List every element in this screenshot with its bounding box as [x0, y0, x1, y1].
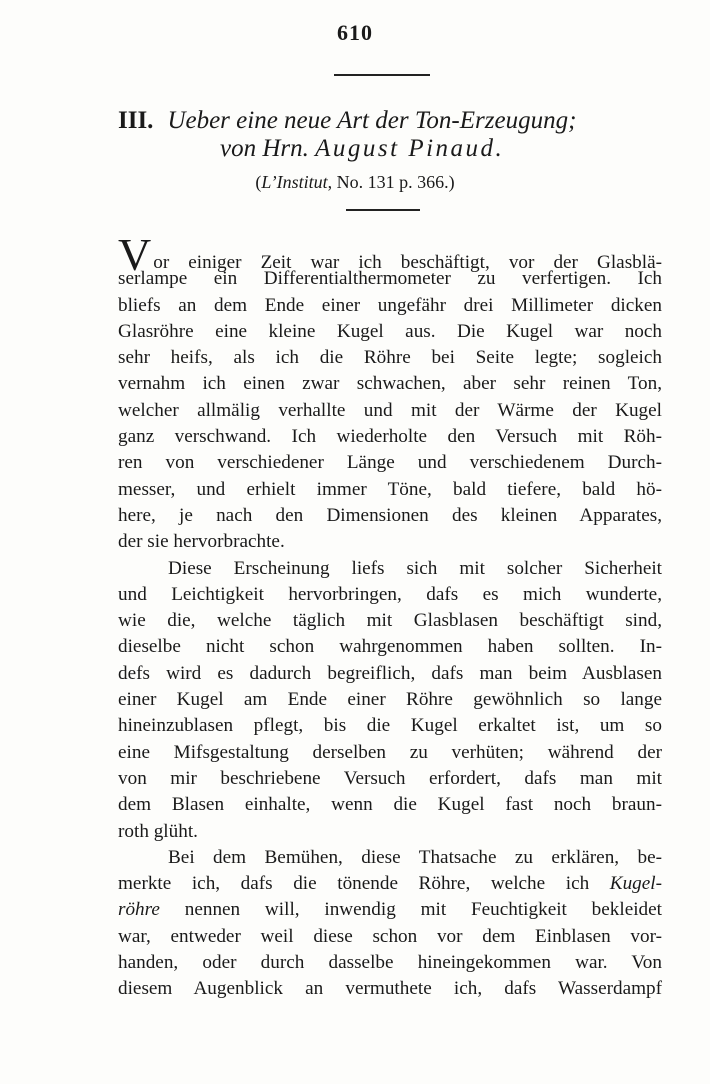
- body-line: handen, oder durch dasselbe hineingekommen war. Von: [118, 952, 662, 974]
- header-rule-bottom: [346, 209, 420, 211]
- body-line: bliefs an dem Ende einer ungefähr drei Millimeter dicken: [118, 294, 662, 316]
- body-line: vernahm ich einen zwar schwachen, aber sehr reinen Ton,: [118, 373, 662, 395]
- body-line: dieselbe nicht schon wahrgenommen haben sollten. In-: [118, 636, 662, 658]
- source-details: , No. 131 p. 366.): [327, 172, 455, 192]
- header-rule-top: [334, 74, 430, 76]
- article-body: [118, 229, 663, 1003]
- body-line: dem Blasen einhalte, wenn die Kugel fast noch braun-: [118, 794, 662, 816]
- source-citation: [0, 172, 710, 193]
- emphasis-term: röhre: [118, 899, 160, 921]
- body-line: defs wird es dadurch begreiflich, dafs man beim Ausblasen: [118, 662, 662, 684]
- article-title-line2: [220, 134, 710, 164]
- body-line: ren von verschiedener Länge und verschiedenem Durch-: [118, 452, 662, 474]
- body-line: eine Mifsgestaltung derselben zu verhüten; während der: [118, 741, 662, 763]
- body-line: merkte ich, dafs die tönende Röhre, welche ich Kugel-: [118, 873, 663, 895]
- body-line: war, entweder weil diese schon vor dem Einblasen vor-: [118, 925, 662, 947]
- author-prefix: von Hrn.: [220, 135, 309, 162]
- body-line: diesem Augenblick an vermuthete ich, dafs Wasserdampf: [118, 978, 662, 1000]
- source-open: (: [255, 172, 262, 192]
- body-line: welcher allmälig verhallte und mit der Wärme der Kugel: [118, 399, 662, 421]
- body-line: von mir beschriebene Versuch erfordert, dafs man mit: [118, 767, 662, 789]
- body-line: einer Kugel am Ende einer Röhre gewöhnlich so lange: [118, 689, 662, 711]
- article-title-line1: [118, 106, 678, 136]
- body-line: ganz verschwand. Ich wiederholte den Versuch mit Röh-: [118, 426, 662, 448]
- source-journal: L’Institut: [261, 172, 328, 192]
- body-line: Vor einiger Zeit war ich beschäftigt, vor der Glasblä-: [118, 229, 662, 280]
- article-title: Ueber eine neue Art der Ton-Erzeugung;: [167, 107, 577, 134]
- body-line: der sie hervorbrachte.: [118, 531, 285, 553]
- body-line: sehr heifs, als ich die Röhre bei Seite legte; sogleich: [118, 347, 662, 369]
- body-line: messer, und erhielt immer Töne, bald tiefere, bald hö-: [118, 478, 662, 500]
- body-line: wie die, welche täglich mit Glasblasen beschäftigt sind,: [118, 610, 662, 632]
- body-line: here, je nach den Dimensionen des kleinen Apparates,: [118, 504, 662, 526]
- drop-cap: V: [118, 229, 152, 280]
- body-line: und Leichtigkeit hervorbringen, dafs es mich wunderte,: [118, 583, 662, 605]
- body-line: Bei dem Bemühen, diese Thatsache zu erklären, be-: [168, 846, 662, 868]
- section-number: III.: [118, 107, 154, 134]
- body-line: Diese Erscheinung liefs sich mit solcher Sicherheit: [168, 557, 662, 579]
- author-name: August Pinaud.: [315, 135, 505, 162]
- body-line: roth glüht.: [118, 820, 198, 842]
- body-line: röhre nennen will, inwendig mit Feuchtigkeit bekleidet: [118, 899, 662, 921]
- body-line: hineinzublasen pflegt, bis die Kugel erkaltet ist, um so: [118, 715, 662, 737]
- body-line: Glasröhre eine kleine Kugel aus. Die Kugel war noch: [118, 320, 662, 342]
- emphasis-term: Kugel-: [609, 873, 663, 895]
- page-number: 610: [337, 20, 373, 45]
- body-line: serlampe ein Differentialthermometer zu verfertigen. Ich: [118, 268, 662, 290]
